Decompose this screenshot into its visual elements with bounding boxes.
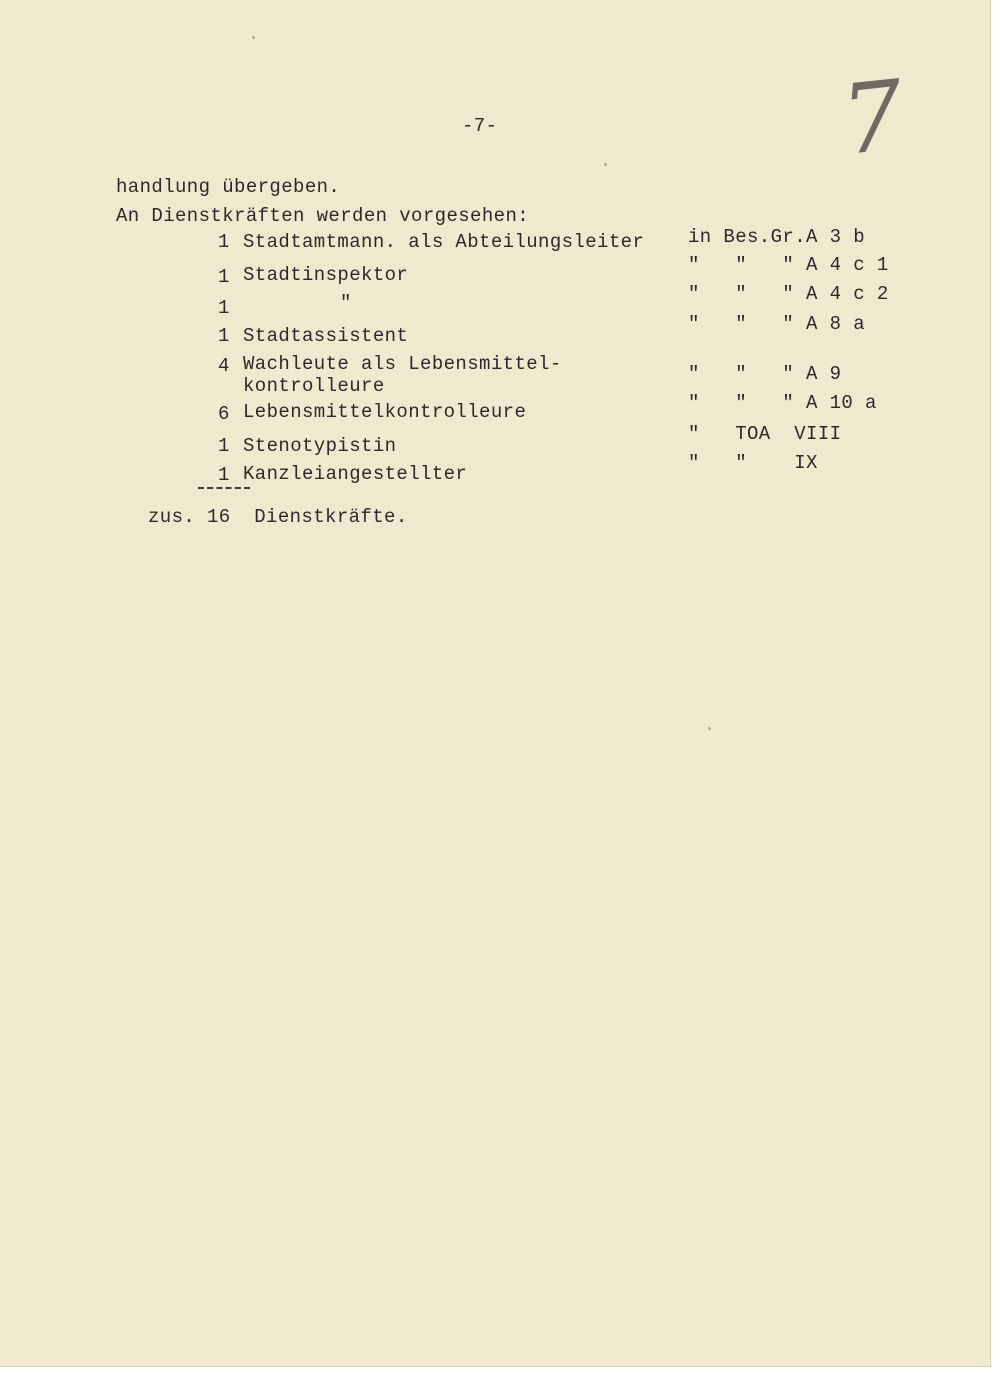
staff-grade: " " " A 8 a — [688, 313, 866, 335]
paper-speck — [252, 36, 255, 39]
staff-count: 1 — [218, 231, 230, 253]
staff-count: 1 — [218, 464, 230, 486]
staff-count: 1 — [218, 266, 230, 288]
staff-count: 1 — [218, 325, 230, 347]
page-number: -7- — [462, 115, 498, 137]
staff-description: " — [340, 292, 352, 314]
staff-description: Kanzleiangestellter — [243, 463, 468, 485]
staff-grade: " TOA VIII — [688, 423, 842, 445]
paper-speck — [604, 163, 607, 166]
staff-description: Stenotypistin — [243, 435, 397, 457]
staff-description: Stadtamtmann. als Abteilungsleiter — [243, 231, 645, 253]
staff-description: Stadtassistent — [243, 325, 409, 347]
staff-description: Stadtinspektor — [243, 264, 409, 286]
staff-grade: in Bes.Gr.A 3 b — [688, 226, 866, 248]
staff-count: 4 — [218, 355, 230, 377]
handwritten-page-number: 7 — [836, 59, 909, 177]
staff-grade: " " " A 9 — [688, 363, 842, 385]
staff-grade: " " " A 10 a — [688, 392, 877, 414]
paper-speck — [708, 727, 711, 730]
staff-count: 6 — [218, 403, 230, 425]
staff-count: 1 — [218, 435, 230, 457]
staff-grade: " " " A 4 c 2 — [688, 283, 889, 305]
intro-line-1: handlung übergeben. — [116, 176, 341, 198]
staff-count: 1 — [218, 297, 230, 319]
total-line: zus. 16 Dienstkräfte. — [148, 506, 408, 528]
staff-grade: " " " A 4 c 1 — [688, 254, 889, 276]
intro-line-2: An Dienstkräften werden vorgesehen: — [116, 205, 530, 227]
staff-description: Wachleute als Lebensmittel- — [243, 353, 562, 375]
dashed-underline — [198, 487, 250, 489]
staff-grade: " " IX — [688, 452, 818, 474]
staff-description: Lebensmittelkontrolleure — [243, 401, 527, 423]
staff-description-continued: kontrolleure — [243, 375, 385, 397]
